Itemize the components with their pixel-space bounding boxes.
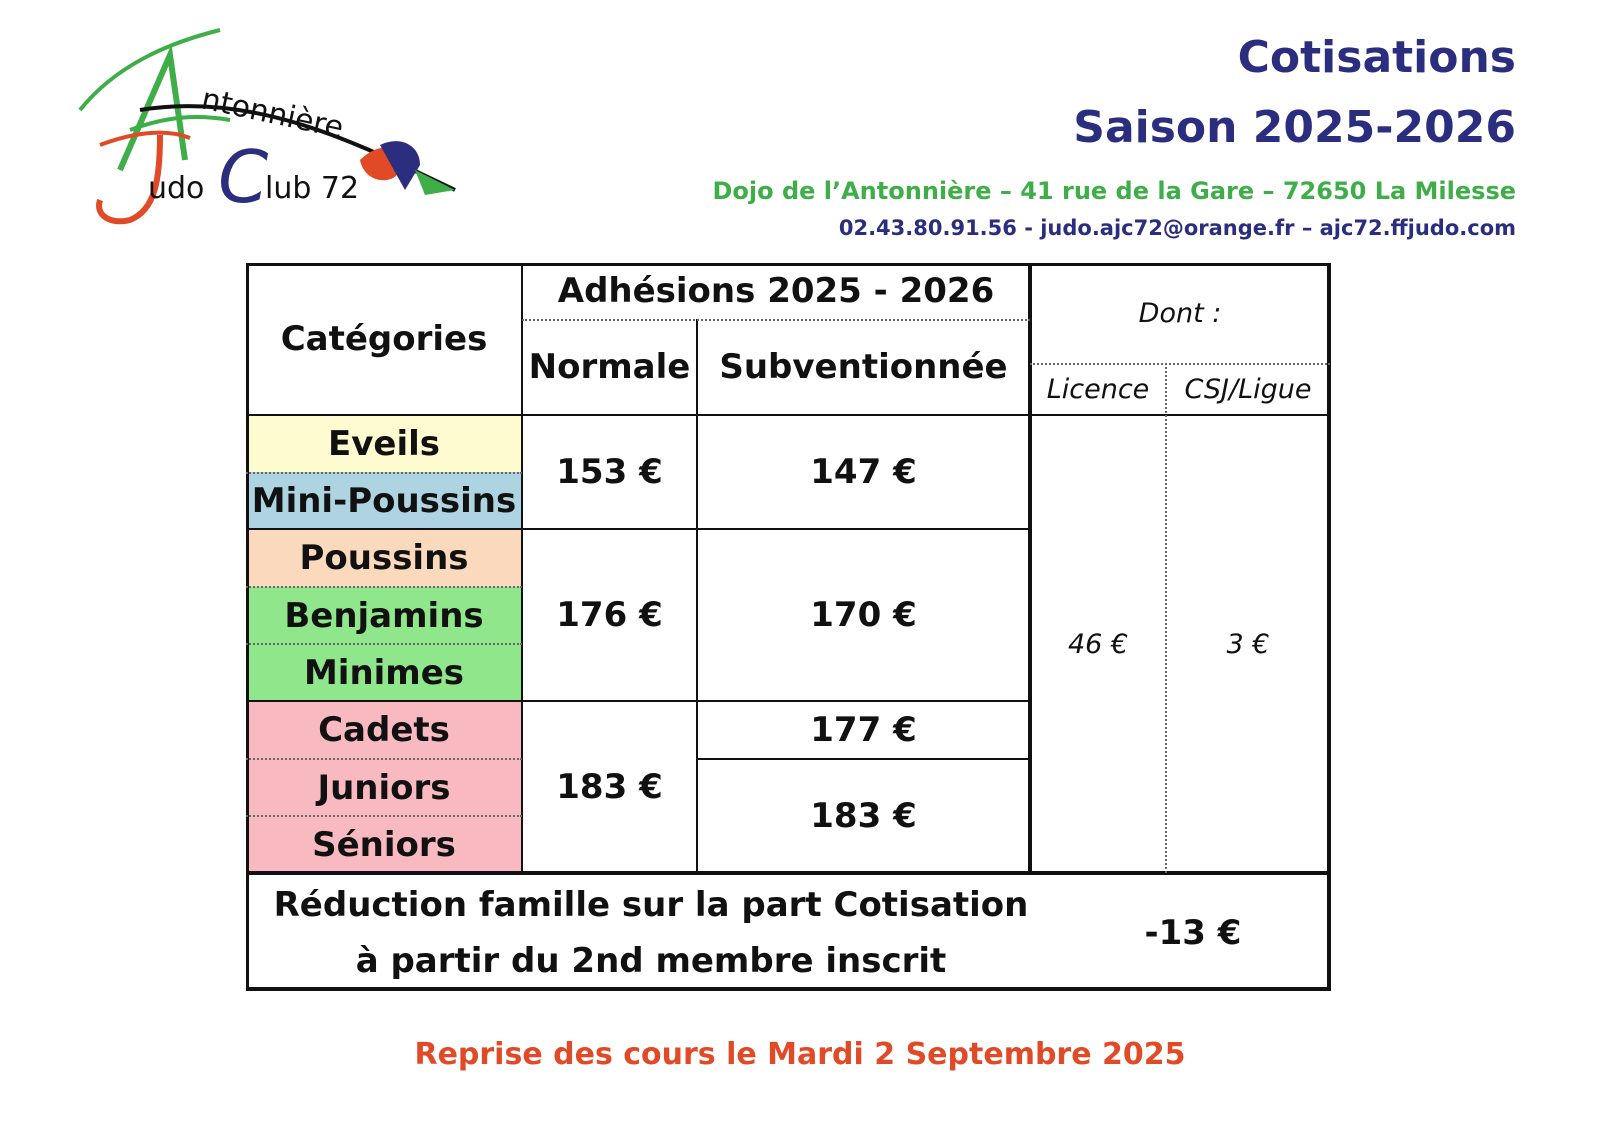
- divider-sub-2: [697, 700, 1030, 702]
- dotted-cat-6: [246, 758, 522, 760]
- dotted-cat-1: [246, 472, 522, 474]
- dotted-cat-3: [246, 586, 522, 588]
- licence-value: 46 €: [1067, 628, 1129, 660]
- fees-table: [246, 263, 1352, 1000]
- logo-letter-c: C: [218, 135, 269, 219]
- footer-note: Reprise des cours le Mardi 2 Septembre 2025: [414, 1037, 1186, 1072]
- category-juniors: Juniors: [246, 759, 522, 816]
- divider-reduction: [246, 871, 1331, 875]
- divider-header: [246, 414, 1330, 416]
- season-title: Saison 2025-2026: [1073, 102, 1516, 153]
- reduction-value: -13 €: [1144, 913, 1242, 953]
- divider-sub-1: [697, 528, 1030, 530]
- price-subventionnee-2: 170 €: [810, 595, 917, 635]
- page-header: [712, 30, 1516, 242]
- reduction-line-1: Réduction famille sur la part Cotisation: [273, 885, 1029, 925]
- dotted-adhesions: [522, 319, 1030, 321]
- border-top: [246, 263, 1330, 266]
- header-subventionnee: Subventionnée: [719, 347, 1008, 387]
- divider-cat-5: [246, 700, 522, 702]
- category-minimes: Minimes: [246, 644, 522, 701]
- divider-cat-2: [246, 528, 522, 530]
- dojo-address: Dojo de l’Antonnière – 41 rue de la Gare – 72650 La Milesse: [712, 177, 1516, 205]
- divider-cat: [521, 263, 523, 873]
- border-bottom: [246, 987, 1331, 991]
- logo-graphic: [60, 20, 480, 240]
- category-benjamins: Benjamins: [246, 587, 522, 644]
- contact-info: 02.43.80.91.56 - judo.ajc72@orange.fr – ajc72.ffjudo.com: [838, 216, 1516, 240]
- header-adhesions: Adhésions 2025 - 2026: [557, 271, 995, 311]
- header-licence: Licence: [1046, 373, 1150, 405]
- border-right: [1327, 263, 1331, 990]
- price-subventionnee-3: 177 €: [810, 710, 917, 750]
- divider-norm-1: [522, 528, 697, 530]
- club-logo: [60, 20, 480, 240]
- logo-text-antonniere: ntonnière: [198, 81, 347, 146]
- header-categories: Catégories: [280, 319, 488, 359]
- dotted-dont: [1030, 363, 1330, 365]
- divider-dont: [1028, 263, 1032, 873]
- header-csj-ligue: CSJ/Ligue: [1184, 373, 1312, 405]
- price-normale-2: 176 €: [556, 595, 663, 635]
- dotted-licence-csj: [1165, 363, 1167, 873]
- header-dont: Dont :: [1138, 297, 1222, 329]
- border-left: [246, 263, 249, 990]
- reduction-label: [246, 875, 1056, 991]
- header-normale: Normale: [528, 347, 691, 387]
- category-cadets: Cadets: [246, 701, 522, 759]
- category-seniors: Séniors: [246, 816, 522, 873]
- price-normale-1: 153 €: [556, 452, 663, 492]
- page-title: Cotisations: [1237, 32, 1516, 83]
- category-eveils: Eveils: [246, 415, 522, 472]
- dotted-cat-4: [246, 643, 522, 645]
- divider-sub-3: [697, 758, 1030, 760]
- logo-text-lub72: lub 72: [265, 171, 360, 206]
- price-subventionnee-4: 183 €: [810, 796, 917, 836]
- reduction-line-2: à partir du 2nd membre inscrit: [355, 941, 947, 981]
- divider-norm-2: [522, 700, 697, 702]
- price-normale-3: 183 €: [556, 767, 663, 807]
- divider-normale: [696, 319, 698, 873]
- logo-text-udo: udo: [148, 171, 205, 206]
- dotted-cat-7: [246, 815, 522, 817]
- category-poussins: Poussins: [246, 529, 522, 587]
- category-mini-poussins: Mini-Poussins: [246, 472, 522, 529]
- csj-value: 3 €: [1226, 628, 1270, 660]
- price-subventionnee-1: 147 €: [810, 452, 917, 492]
